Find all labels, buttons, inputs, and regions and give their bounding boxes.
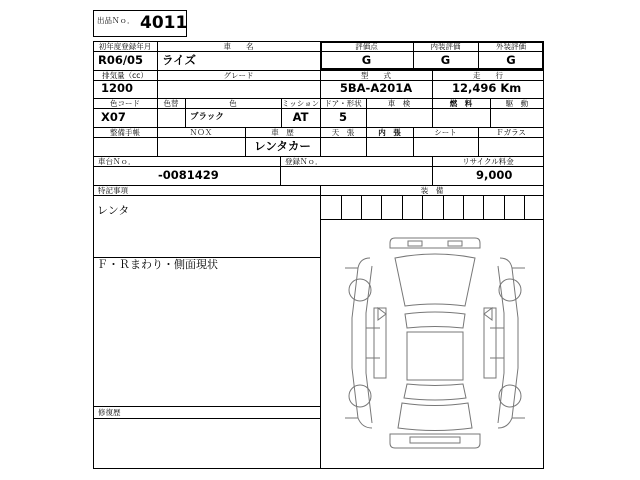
label-interior: 内装評価 [430,42,461,51]
label-chassis: 車台Ｎｏ． [98,157,136,166]
value-model: 5BA-A201A [339,81,413,95]
label-first-reg: 初年度登録年月 [98,42,152,51]
value-transmission: AT [292,110,309,124]
label-inspection: 車 検 [387,99,411,108]
row-line [93,185,544,186]
label-car-name: 車 名 [223,42,254,51]
label-interior-trim: 内 張 [378,128,401,137]
label-equipment: 装 備 [420,186,444,195]
section-divider [320,185,321,469]
equip-divider [320,219,544,220]
label-transmission: ミッション [281,99,320,108]
label-glass: Ｆガラス [496,128,526,137]
repair-divider [93,406,320,407]
label-manual: 整備手帳 [110,128,140,137]
label-repaint: 色替 [163,99,179,108]
label-model: 型 式 [361,71,391,80]
label-history: 車 歴 [271,128,294,137]
label-fuel: 燃 料 [449,99,473,108]
equip-cell-line [422,195,423,219]
equip-cell-line [524,195,525,219]
value-exterior: G [506,53,516,67]
repair-divider [93,418,320,419]
value-car-name: ライズ [162,53,197,67]
label-seat: シート [434,128,457,137]
value-recycle: 9,000 [476,168,513,182]
lot-label: 出品Ｎｏ． [97,16,135,25]
car-damage-diagram [340,228,530,453]
equip-cell-line [443,195,444,219]
value-chassis: -0081429 [158,168,219,182]
value-doors: 5 [338,110,347,124]
lot-number: 4011 [140,13,188,33]
value-color: ブラック [190,112,224,122]
label-sunroof: 天 張 [331,128,355,137]
label-color-code: 色コード [110,99,140,108]
label-mileage: 走 行 [473,71,503,80]
label-recycle: リサイクル料金 [462,157,514,166]
label-notes: 特記事項 [98,186,128,195]
row-line [93,166,544,167]
equip-cell-line [361,195,362,219]
value-score: G [361,53,372,67]
label-nox: ＮＯＸ [189,128,213,137]
note-line-2: Ｆ・Ｒまわり・側面現状 [97,258,218,271]
equip-cell-line [341,195,342,219]
label-displacement: 排気量（cc） [102,71,148,80]
equip-cell-line [381,195,382,219]
col-line [280,156,281,185]
row-line [93,127,544,128]
label-repair: 修復歴 [98,408,121,417]
value-color-code: X07 [101,110,126,124]
label-grade: グレード [223,71,254,80]
value-first-reg: R06/05 [98,53,144,67]
value-interior: G [440,53,451,67]
note-line-1: レンタ [97,204,130,217]
label-score: 評価点 [355,42,378,51]
value-history: レンタカー [254,139,311,153]
value-displacement: 1200 [101,81,134,95]
value-mileage: 12,496 Km [452,81,522,95]
equip-cell-line [483,195,484,219]
row-line [93,108,544,109]
equip-cell-line [463,195,464,219]
equip-cell-line [504,195,505,219]
label-doors: ドア・形状 [324,99,362,108]
equip-cell-line [402,195,403,219]
label-color: 色 [229,99,237,108]
label-exterior: 外装評価 [496,42,526,51]
row-line [93,195,544,196]
label-drive: 駆 動 [505,99,529,108]
label-reg-no: 登録Ｎｏ． [285,157,323,166]
row-line [93,137,544,138]
